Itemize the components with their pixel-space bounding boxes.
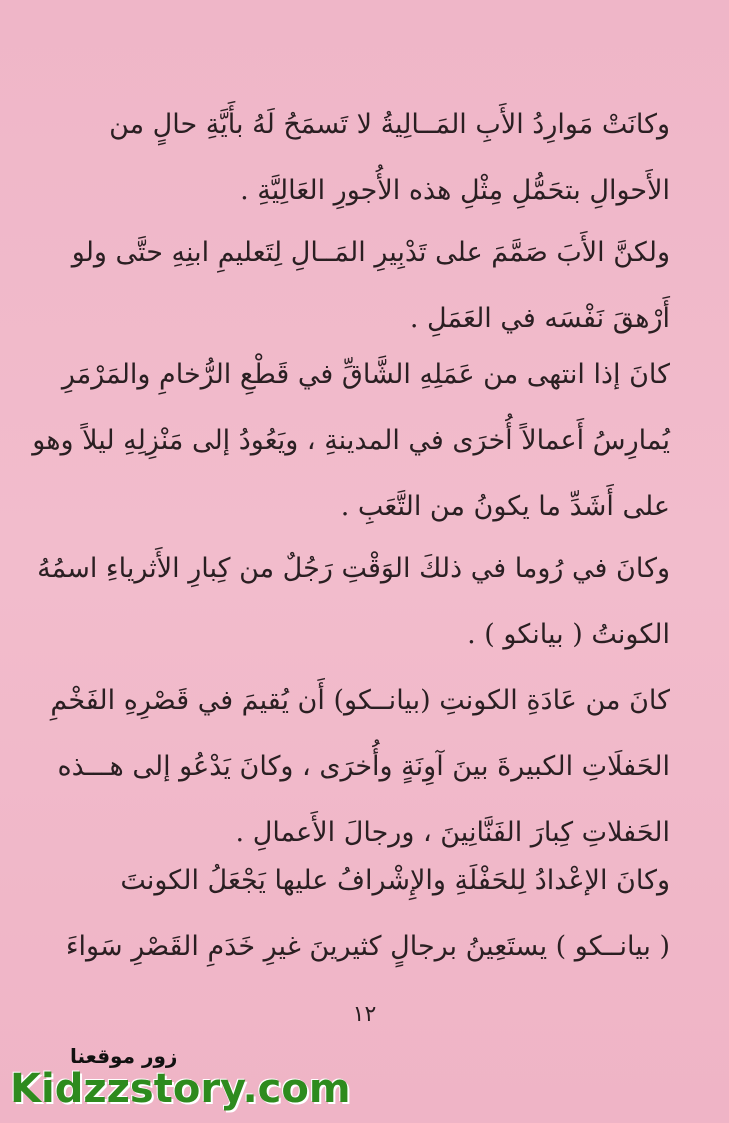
text-line: الكونتُ ( بيانكو ) . [467, 619, 670, 650]
text-line: ولكنَّ الأَبَ صَمَّمَ على تَدْبِيرِ المَــالِ لِتَعليمِ ابنِهِ حتَّى ولو [71, 237, 670, 268]
paragraph-1 [70, 92, 670, 224]
text-line: الحَفلاتِ كِبارَ الفَنَّانِينَ ، ورجالَ الأَعمالِ . [235, 817, 670, 848]
text-line: يُمارِسُ أَعمالاً أُخرَى في المدينةِ ، ويَعُودُ إلى مَنْزِلِهِ ليلاً وهو [32, 425, 670, 456]
text-line: أَرْهقَ نَفْسَه في العَمَلِ . [409, 303, 670, 334]
watermark-visit-text: زور موقعنا [70, 1044, 178, 1068]
text-line: على أَشَدِّ ما يكونُ من التَّعَبِ . [340, 491, 670, 522]
paragraph-3 [32, 342, 670, 540]
text-line: وكانَ في رُوما في ذلكَ الوَقْتِ رَجُلٌ من كِبارِ الأَثرياءِ اسمُهُ [37, 553, 670, 584]
text-line: الأَحوالِ بتحَمُّلِ مِثْلِ هذه الأُجورِ العَالِيَّةِ . [240, 175, 670, 206]
paragraph-4 [37, 536, 670, 668]
paragraph-6 [65, 848, 670, 980]
page-number: ١٢ [352, 1002, 377, 1027]
text-line: ( بيانــكو ) يستَعِينُ برجالٍ كثيرينَ غيرِ خَدَمِ القَصْرِ سَواءَ [65, 931, 670, 962]
text-line: كانَ من عَادَةِ الكونتِ (بيانــكو) أَن يُقيمَ في قَصْرِهِ الفَخْمِ [50, 685, 670, 716]
paragraph-5 [50, 668, 670, 866]
text-line: الحَفلَاتِ الكبيرةَ بينَ آوِنَةٍ وأُخرَى ، وكانَ يَدْعُو إلى هـــذه [57, 751, 670, 782]
text-line: كانَ إذا انتهى من عَمَلِهِ الشَّاقِّ في قَطْعِ الرُّخامِ والمَرْمَرِ [61, 359, 670, 390]
paragraph-2 [70, 220, 670, 352]
text-line: وكانَ الإعْدادُ لِلحَفْلَةِ والإِشْرافُ عليها يَجْعَلُ الكونتَ [120, 865, 670, 896]
watermark-brand-logo: Kidzzstory.com [10, 1066, 351, 1112]
text-line: وكانَتْ مَوارِدُ الأَبِ المَــالِيةُ لا تَسمَحُ لَهُ بأَيَّةِ حالٍ من [109, 109, 670, 140]
